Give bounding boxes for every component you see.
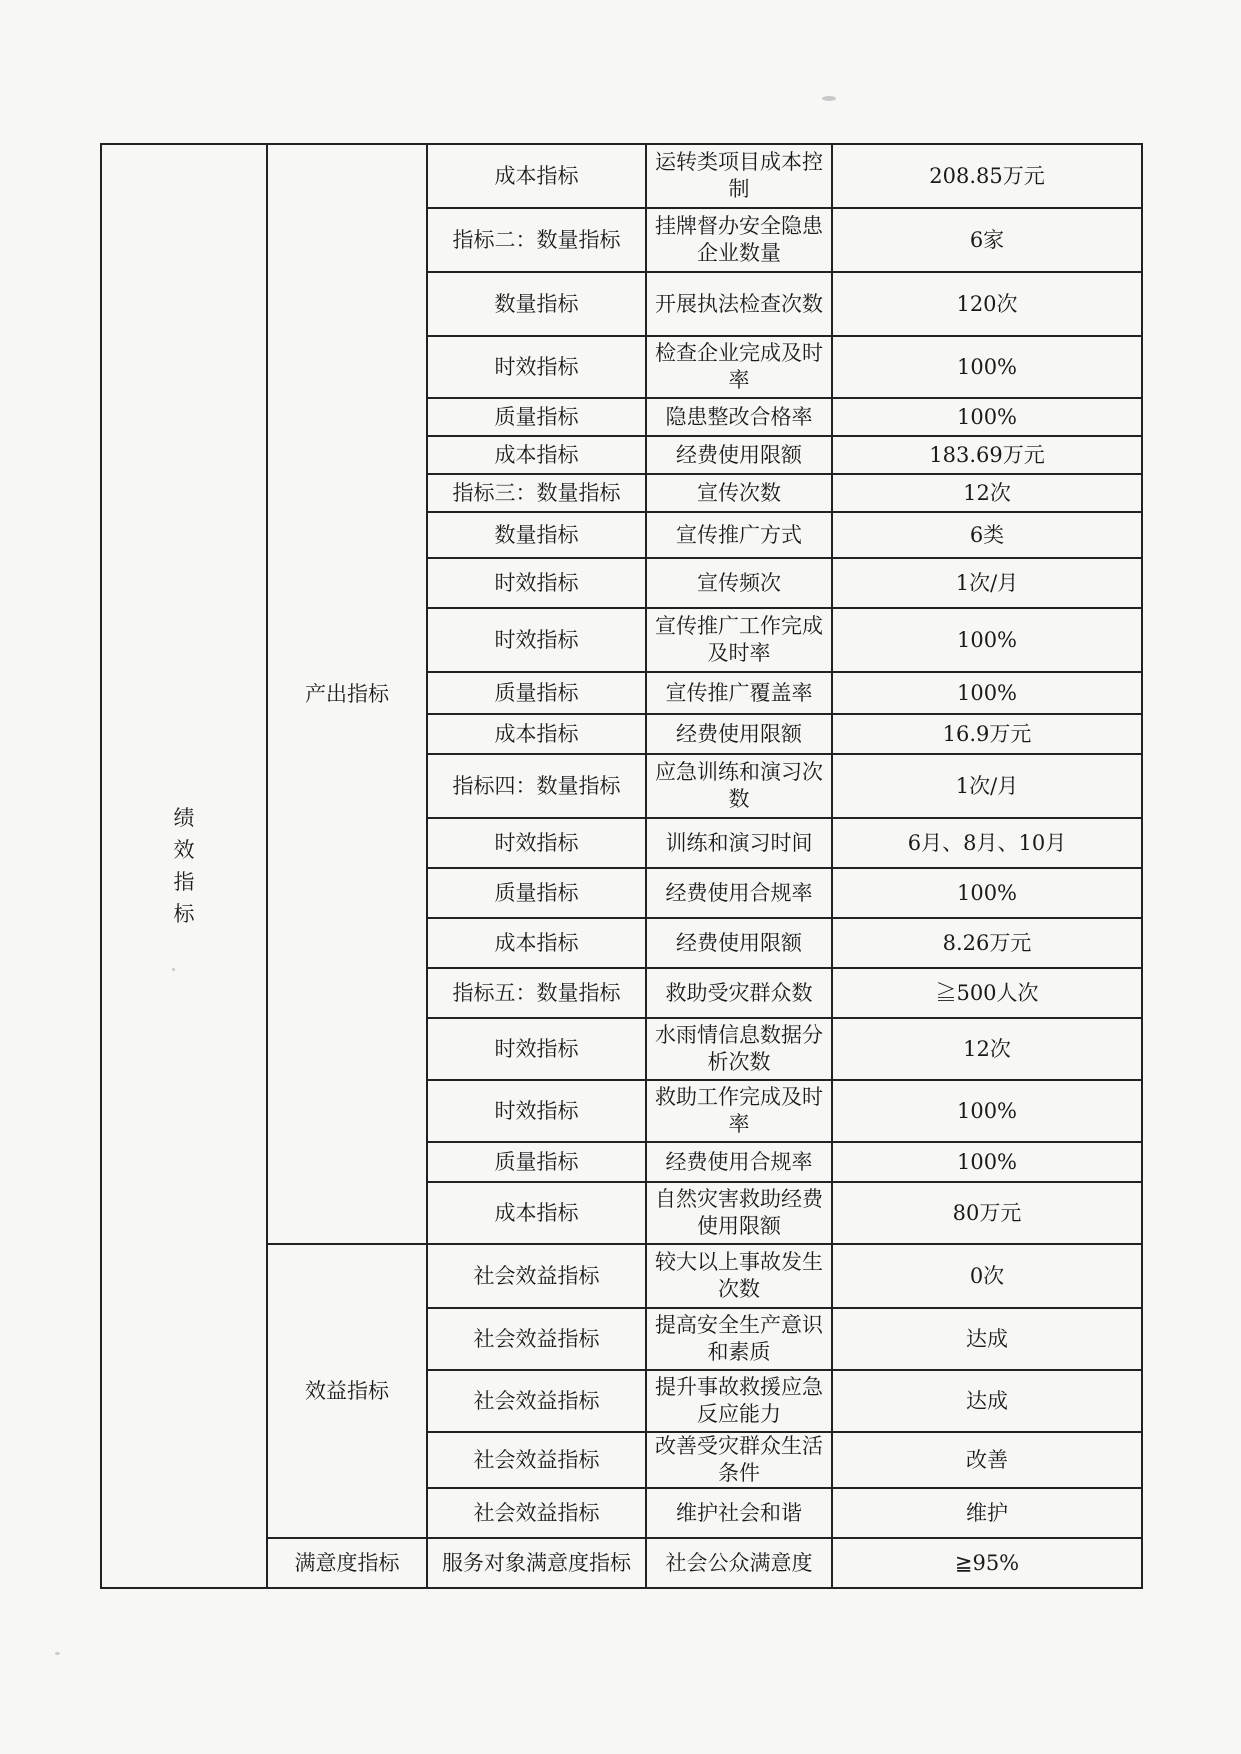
value-cell: 80万元 [832, 1182, 1142, 1244]
indicator-cell: 社会效益指标 [427, 1244, 646, 1308]
value-cell: 8.26万元 [832, 918, 1142, 968]
value-cell: ≧500人次 [832, 968, 1142, 1018]
value-cell: 12次 [832, 474, 1142, 512]
indicator-cell: 质量指标 [427, 672, 646, 714]
group-label: 绩效指标 [173, 806, 195, 926]
indicator-cell: 社会效益指标 [427, 1308, 646, 1370]
indicator-cell: 数量指标 [427, 512, 646, 558]
value-cell: 6家 [832, 208, 1142, 272]
indicator-cell: 指标二：数量指标 [427, 208, 646, 272]
indicator-cell: 时效指标 [427, 1080, 646, 1142]
value-cell: 6类 [832, 512, 1142, 558]
item-cell: 经费使用限额 [646, 436, 832, 474]
item-cell: 救助工作完成及时率 [646, 1080, 832, 1142]
value-cell: 100% [832, 1142, 1142, 1182]
item-cell: 提升事故救援应急反应能力 [646, 1370, 832, 1432]
value-cell: 1次/月 [832, 754, 1142, 818]
value-cell: 16.9万元 [832, 714, 1142, 754]
section-label: 产出指标 [267, 144, 427, 1244]
performance-indicator-table [100, 143, 1143, 1589]
indicator-cell: 成本指标 [427, 918, 646, 968]
indicator-cell: 时效指标 [427, 1018, 646, 1080]
item-cell: 宣传推广方式 [646, 512, 832, 558]
value-cell: 6月、8月、10月 [832, 818, 1142, 868]
value-cell: 维护 [832, 1488, 1142, 1538]
value-cell: 100% [832, 398, 1142, 436]
value-cell: 183.69万元 [832, 436, 1142, 474]
value-cell: 100% [832, 336, 1142, 398]
group-label-cell [101, 144, 267, 1588]
indicator-cell: 社会效益指标 [427, 1488, 646, 1538]
value-cell: 1次/月 [832, 558, 1142, 608]
indicator-cell: 成本指标 [427, 714, 646, 754]
indicator-cell: 服务对象满意度指标 [427, 1538, 646, 1588]
indicator-cell: 成本指标 [427, 144, 646, 208]
section-label: 效益指标 [267, 1244, 427, 1538]
item-cell: 挂牌督办安全隐患企业数量 [646, 208, 832, 272]
value-cell: 达成 [832, 1370, 1142, 1432]
table-row [101, 144, 1142, 208]
item-cell: 应急训练和演习次数 [646, 754, 832, 818]
item-cell: 隐患整改合格率 [646, 398, 832, 436]
item-cell: 改善受灾群众生活条件 [646, 1432, 832, 1488]
indicator-cell: 指标三：数量指标 [427, 474, 646, 512]
indicator-cell: 质量指标 [427, 398, 646, 436]
item-cell: 宣传推广覆盖率 [646, 672, 832, 714]
value-cell: 达成 [832, 1308, 1142, 1370]
item-cell: 宣传推广工作完成及时率 [646, 608, 832, 672]
indicator-cell: 质量指标 [427, 1142, 646, 1182]
item-cell: 检查企业完成及时率 [646, 336, 832, 398]
scan-speck [822, 96, 836, 101]
indicator-cell: 数量指标 [427, 272, 646, 336]
item-cell: 宣传频次 [646, 558, 832, 608]
item-cell: 维护社会和谐 [646, 1488, 832, 1538]
indicator-cell: 成本指标 [427, 436, 646, 474]
item-cell: 较大以上事故发生次数 [646, 1244, 832, 1308]
value-cell: 改善 [832, 1432, 1142, 1488]
indicator-cell: 时效指标 [427, 608, 646, 672]
value-cell: 208.85万元 [832, 144, 1142, 208]
indicator-cell: 社会效益指标 [427, 1432, 646, 1488]
indicator-cell: 时效指标 [427, 336, 646, 398]
value-cell: 12次 [832, 1018, 1142, 1080]
value-cell: 120次 [832, 272, 1142, 336]
indicator-cell: 指标四：数量指标 [427, 754, 646, 818]
section-label: 满意度指标 [267, 1538, 427, 1588]
value-cell: 100% [832, 868, 1142, 918]
item-cell: 运转类项目成本控制 [646, 144, 832, 208]
value-cell: 100% [832, 672, 1142, 714]
item-cell: 救助受灾群众数 [646, 968, 832, 1018]
value-cell: 0次 [832, 1244, 1142, 1308]
item-cell: 提高安全生产意识和素质 [646, 1308, 832, 1370]
value-cell: 100% [832, 608, 1142, 672]
value-cell: 100% [832, 1080, 1142, 1142]
indicator-cell: 时效指标 [427, 558, 646, 608]
item-cell: 自然灾害救助经费使用限额 [646, 1182, 832, 1244]
item-cell: 经费使用合规率 [646, 1142, 832, 1182]
table-body [101, 144, 1142, 1588]
indicator-cell: 社会效益指标 [427, 1370, 646, 1432]
item-cell: 社会公众满意度 [646, 1538, 832, 1588]
item-cell: 宣传次数 [646, 474, 832, 512]
item-cell: 开展执法检查次数 [646, 272, 832, 336]
indicator-cell: 成本指标 [427, 1182, 646, 1244]
item-cell: 经费使用限额 [646, 714, 832, 754]
value-cell: ≧95% [832, 1538, 1142, 1588]
scan-speck [55, 1652, 60, 1655]
item-cell: 经费使用合规率 [646, 868, 832, 918]
indicator-cell: 时效指标 [427, 818, 646, 868]
scan-speck [172, 968, 175, 971]
item-cell: 水雨情信息数据分析次数 [646, 1018, 832, 1080]
item-cell: 训练和演习时间 [646, 818, 832, 868]
indicator-cell: 指标五：数量指标 [427, 968, 646, 1018]
indicator-cell: 质量指标 [427, 868, 646, 918]
item-cell: 经费使用限额 [646, 918, 832, 968]
